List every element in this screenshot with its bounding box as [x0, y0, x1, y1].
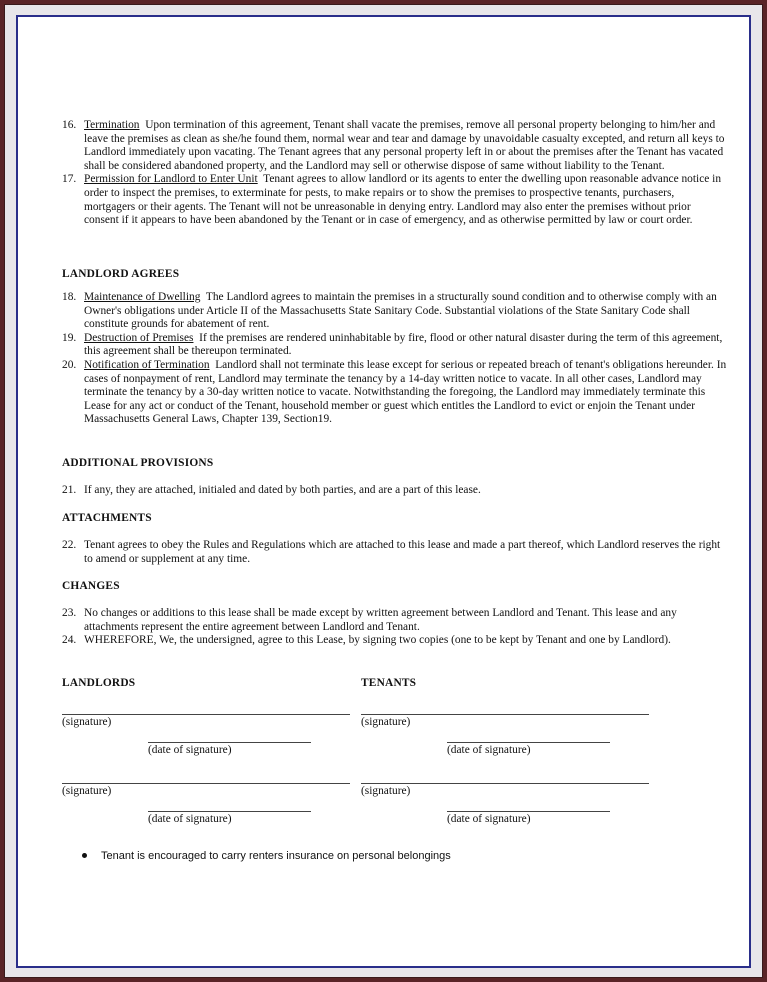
- clause-title: Maintenance of Dwelling: [84, 291, 201, 303]
- clause-19: [62, 332, 727, 359]
- tenant-signature-line-2[interactable]: [361, 783, 649, 784]
- tenant-signature-line-1[interactable]: [361, 714, 649, 715]
- date-label: (date of signature): [148, 813, 232, 825]
- clause-text: The Landlord agrees to maintain the premises in a structurally sound condition and to otherwise comply with an Owner's obligations under Article II of the Massachusetts State Sanitary Code. Substantial violations of the State Sanitary Code shall constitute grounds for abatement of rent.: [84, 291, 720, 331]
- clause-number: 18.: [62, 291, 77, 303]
- clause-18: [62, 291, 727, 332]
- bullet-icon: [82, 853, 87, 858]
- clauses-16-17: [62, 119, 727, 228]
- clause-text: If any, they are attached, initialed and dated by both parties, and are a part of this lease.: [84, 484, 481, 496]
- insurance-note-text: Tenant is encouraged to carry renters insurance on personal belongings: [101, 850, 451, 862]
- clause-text: Tenant agrees to allow landlord or its agents to enter the dwelling upon reasonable advance notice in order to inspect the premises, to exterminate for pests, to make repairs or to show the premises to prospective tenants, purchasers, mortgagers or their agents. The Tenant will not be unreasonable in denying entry. Landlord may also enter the premises without prior consent if it appears to have been abandoned by the Tenant or in case of emergency, and as otherwise permitted by law or court order.: [84, 173, 724, 227]
- heading-tenants: TENANTS: [361, 677, 417, 689]
- date-label: (date of signature): [447, 813, 531, 825]
- clause-number: 21.: [62, 484, 77, 496]
- landlord-signature-line-1[interactable]: [62, 714, 350, 715]
- landlord-date-line-2[interactable]: [148, 811, 311, 812]
- tenant-date-line-2[interactable]: [447, 811, 610, 812]
- landlord-date-line-1[interactable]: [148, 742, 311, 743]
- clause-text: Upon termination of this agreement, Tenant shall vacate the premises, remove all personal property belonging to him/her and leave the premises as clean as she/he found them, normal wear and tear and damage by unavoidable casualty excepted, and return all keys to Landlord immediately upon vacating. The Tenant agrees that any personal property left in or about the premises after the Tenant has vacated shall be considered abandoned property, and the Landlord may sell or otherwise dispose of same without liability to the Tenant.: [84, 119, 728, 172]
- signature-label: (signature): [361, 716, 411, 728]
- heading-landlord-agrees: LANDLORD AGREES: [62, 268, 180, 280]
- insurance-note: [82, 850, 451, 862]
- clause-text: Tenant agrees to obey the Rules and Regulations which are attached to this lease and made a part thereof, which Landlord reserves the right to amend or supplement at any time.: [84, 539, 721, 565]
- clauses-23-24: [62, 607, 727, 648]
- clause-text: WHEREFORE, We, the undersigned, agree to this Lease, by signing two copies (one to be kept by Tenant and one by Landlord).: [84, 634, 671, 647]
- document-page: [16, 15, 751, 968]
- heading-changes: CHANGES: [62, 580, 120, 592]
- clause-24: [62, 634, 727, 648]
- clause-title: Permission for Landlord to Enter Unit: [84, 173, 258, 186]
- clause-21: [62, 484, 727, 498]
- clause-number: 20.: [62, 358, 77, 371]
- clause-number: 22.: [62, 539, 77, 551]
- clause-number: 23.: [62, 607, 77, 619]
- signature-label: (signature): [361, 785, 411, 797]
- clause-number: 16.: [62, 119, 77, 131]
- heading-attachments: ATTACHMENTS: [62, 512, 152, 524]
- clause-16: [62, 119, 727, 173]
- tenant-date-line-1[interactable]: [447, 742, 610, 743]
- clause-23: [62, 607, 727, 634]
- heading-landlords: LANDLORDS: [62, 677, 136, 689]
- clause-title: Destruction of Premises: [84, 331, 194, 344]
- clauses-18-20: [62, 291, 730, 427]
- date-label: (date of signature): [148, 744, 232, 756]
- clause-17: [62, 173, 727, 227]
- heading-additional-provisions: ADDITIONAL PROVISIONS: [62, 457, 214, 469]
- clause-text: If the premises are rendered uninhabitable by fire, flood or other natural disaster during the term of this agreement, this agreement shall be thereupon terminated.: [84, 331, 726, 358]
- clause-number: 24.: [62, 634, 77, 647]
- clause-text: No changes or additions to this lease shall be made except by written agreement between Landlord and Tenant. This lease and any attachments represent the entire agreement between Landlord and Tenant.: [84, 607, 677, 633]
- clause-text: Landlord shall not terminate this lease except for serious or repeated breach of tenant's obligations hereunder. In cases of nonpayment of rent, Landlord may terminate the tenancy by a 14-day written notice to vacate. In all other cases, Landlord may terminate the tenancy by a 30-day written notice to vacate. Notwithstanding the foregoing, the Landlord may immediately terminate this Lease for any act or conduct of the Tenant, household member or guest which entitles the Landlord to evict or enjoin the Tenant under Massachusetts General Laws, Chapter 139, Section19.: [84, 358, 730, 426]
- clause-20: [62, 358, 730, 427]
- clause-22: [62, 539, 727, 566]
- clause-number: 17.: [62, 173, 77, 186]
- clause-title: Termination: [84, 119, 140, 131]
- clause-title: Notification of Termination: [84, 358, 210, 371]
- signature-label: (signature): [62, 716, 112, 728]
- landlord-signature-line-2[interactable]: [62, 783, 350, 784]
- date-label: (date of signature): [447, 744, 531, 756]
- clause-number: 19.: [62, 331, 77, 344]
- signature-label: (signature): [62, 785, 112, 797]
